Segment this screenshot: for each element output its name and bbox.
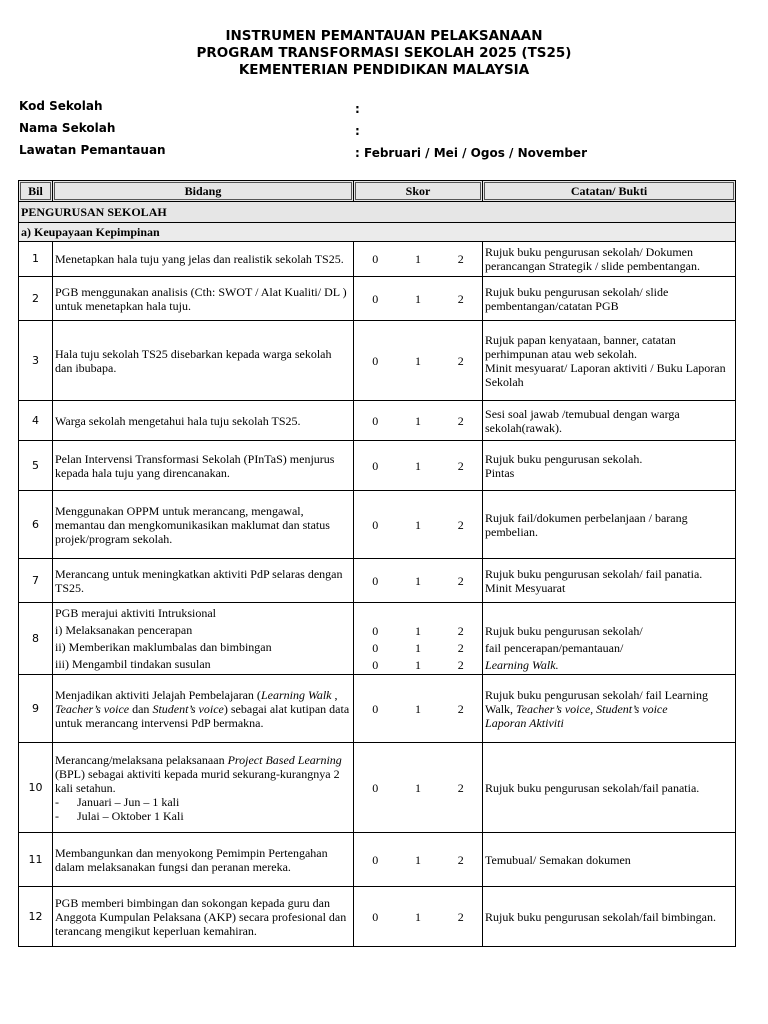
catatan-line: Rujuk buku pengurusan sekolah/ [485,624,643,638]
title-line-3: KEMENTERIAN PENDIDIKAN MALAYSIA [238,62,530,78]
score-2[interactable]: 2 [457,658,464,672]
catatan-line: Pintas [485,465,515,480]
catatan-line: Minit Mesyuarat [485,580,566,595]
score-0[interactable]: 0 [354,441,397,491]
subsection-title: a) Keupayaan Kepimpinan [19,223,736,242]
score-2[interactable]: 2 [440,887,483,947]
info-row-kod [19,99,739,121]
bidang-intro: PGB merajui aktiviti Intruksional [55,605,216,620]
score-1[interactable]: 1 [397,675,440,743]
bidang-item: iii) Mengambil tindakan susulan [55,656,211,671]
table-row [19,887,736,947]
score-1[interactable]: 1 [397,242,440,277]
score-2[interactable]: 2 [440,401,483,441]
row-number: 8 [19,603,53,675]
row-bidang: Merancang untuk meningkatkan aktiviti PdP selaras dengan TS25. [53,559,354,603]
score-2[interactable]: 2 [440,277,483,321]
row-catatan: Sesi soal jawab /temubual dengan warga sekolah(rawak). [483,401,736,441]
kod-sekolah-value: : [355,102,360,116]
score-0[interactable]: 0 [354,277,397,321]
row-bidang: Membangunkan dan menyokong Pemimpin Pertengahan dalam melaksanakan fungsi dan peranan mereka. [53,833,354,887]
row-number: 9 [19,675,53,743]
school-info [19,99,739,165]
row-number: 10 [19,743,53,833]
score-0[interactable]: 0 [354,833,397,887]
info-row-nama [19,121,739,143]
score-0[interactable]: 0 [372,624,379,638]
row-catatan [483,603,736,675]
section-row [19,202,736,223]
catatan-line: Rujuk buku pengurusan sekolah/ fail panatia. [485,566,703,581]
table-row [19,603,736,675]
score-2-group [440,603,483,675]
score-1-group [397,603,440,675]
row-catatan [483,321,736,401]
subsection-row [19,223,736,242]
row-bidang: Warga sekolah mengetahui hala tuju sekolah TS25. [53,401,354,441]
score-0[interactable]: 0 [372,658,379,672]
row-number: 2 [19,277,53,321]
score-1[interactable]: 1 [397,441,440,491]
catatan-line: Learning Walk. [485,658,559,672]
bidang-item: - Januari – Jun – 1 kali [55,794,180,809]
catatan-line: fail pencerapan/pemantauan/ [485,641,624,655]
monitoring-table [18,180,736,947]
score-2[interactable]: 2 [440,242,483,277]
table-row [19,491,736,559]
row-bidang: Merancang/melaksana pelaksanaan Project Based Learning (BPL) sebagai aktiviti kepada murid sekurang-kurangnya 2 kali setahun. - Januari – Jun – 1 kali - Julai – Oktober 1 Kali [53,743,354,833]
score-0[interactable]: 0 [354,559,397,603]
score-1[interactable]: 1 [415,658,421,672]
row-number: 7 [19,559,53,603]
score-2[interactable]: 2 [440,441,483,491]
score-1[interactable]: 1 [397,491,440,559]
kod-sekolah-label: Kod Sekolah [19,99,103,113]
row-number: 11 [19,833,53,887]
score-0[interactable]: 0 [354,321,397,401]
score-2[interactable]: 2 [440,743,483,833]
score-1[interactable]: 1 [415,641,421,655]
row-number: 12 [19,887,53,947]
row-bidang: Menggunakan OPPM untuk merancang, mengawal, memantau dan mengkomunikasikan maklumat dan status projek/program sekolah. [53,491,354,559]
score-0[interactable]: 0 [354,743,397,833]
row-bidang: PGB menggunakan analisis (Cth: SWOT / Alat Kualiti/ DL ) untuk menetapkan hala tuju. [53,277,354,321]
row-bidang: Menjadikan aktiviti Jelajah Pembelajaran (Learning Walk , Teacher’s voice dan Student’s voice) sebagai alat kutipan data untuk merancang intervensi PdP bermakna. [53,675,354,743]
score-1[interactable]: 1 [397,277,440,321]
score-2[interactable]: 2 [457,641,464,655]
score-0-group [354,603,397,675]
score-0[interactable]: 0 [354,401,397,441]
score-1[interactable]: 1 [397,743,440,833]
row-catatan [483,441,736,491]
row-catatan: Rujuk buku pengurusan sekolah/ Dokumen perancangan Strategik / slide pembentangan. [483,242,736,277]
row-number: 1 [19,242,53,277]
row-bidang: PGB memberi bimbingan dan sokongan kepada guru dan Anggota Kumpulan Pelaksana (AKP) secara profesional dan terancang mengikut keperluan kemahiran. [53,887,354,947]
row-catatan: Temubual/ Semakan dokumen [483,833,736,887]
table-row [19,401,736,441]
score-2[interactable]: 2 [440,491,483,559]
table-row [19,743,736,833]
score-0[interactable]: 0 [354,242,397,277]
title-line-2: PROGRAM TRANSFORMASI SEKOLAH 2025 (TS25) [196,45,572,61]
score-1[interactable]: 1 [397,887,440,947]
row-bidang: Menetapkan hala tuju yang jelas dan realistik sekolah TS25. [53,242,354,277]
score-1[interactable]: 1 [397,321,440,401]
catatan-line: Minit mesyuarat/ Laporan aktiviti / Buku Laporan Sekolah [485,360,726,389]
score-1[interactable]: 1 [397,559,440,603]
header-bidang: Bidang [53,181,354,202]
row-catatan: Rujuk fail/dokumen perbelanjaan / barang pembelian. [483,491,736,559]
score-0[interactable]: 0 [354,887,397,947]
score-0[interactable]: 0 [354,491,397,559]
score-2[interactable]: 2 [440,559,483,603]
table-header-row [19,181,736,202]
score-2[interactable]: 2 [440,321,483,401]
table-row [19,833,736,887]
row-number: 4 [19,401,53,441]
lawatan-label: Lawatan Pemantauan [19,143,166,157]
score-1[interactable]: 1 [397,401,440,441]
row-bidang: Pelan Intervensi Transformasi Sekolah (PInTaS) menjurus kepada hala tuju yang direncanakan. [53,441,354,491]
nama-sekolah-value: : [355,124,360,138]
row-catatan: Rujuk buku pengurusan sekolah/ fail Learning Walk, Teacher’s voice, Student’s voice Laporan Aktiviti [483,675,736,743]
score-2[interactable]: 2 [440,675,483,743]
header-catatan: Catatan/ Bukti [483,181,736,202]
bidang-item: ii) Memberikan maklumbalas dan bimbingan [55,639,272,654]
table-row [19,559,736,603]
score-1[interactable]: 1 [415,624,421,638]
lawatan-value: : Februari / Mei / Ogos / November [355,146,587,160]
row-number: 6 [19,491,53,559]
score-2[interactable]: 2 [440,833,483,887]
info-row-lawatan [19,143,739,165]
title-line-1: INSTRUMEN PEMANTAUAN PELAKSANAAN [225,28,543,44]
header-bil: Bil [19,181,53,202]
header-skor: Skor [354,181,483,202]
bidang-item: i) Melaksanakan pencerapan [55,622,193,637]
row-number: 3 [19,321,53,401]
bidang-item: - Julai – Oktober 1 Kali [55,808,184,823]
row-bidang [53,603,354,675]
row-catatan [483,559,736,603]
score-1[interactable]: 1 [397,833,440,887]
catatan-line: Rujuk buku pengurusan sekolah. [485,451,643,466]
row-catatan: Rujuk buku pengurusan sekolah/fail bimbingan. [483,887,736,947]
row-bidang: Hala tuju sekolah TS25 disebarkan kepada warga sekolah dan ibubapa. [53,321,354,401]
table-row [19,242,736,277]
row-number: 5 [19,441,53,491]
table-row [19,277,736,321]
score-2[interactable]: 2 [457,624,464,638]
score-0[interactable]: 0 [354,675,397,743]
catatan-line: Rujuk papan kenyataan, banner, catatan perhimpunan atau web sekolah. [485,332,676,361]
row-catatan: Rujuk buku pengurusan sekolah/fail panatia. [483,743,736,833]
section-title: PENGURUSAN SEKOLAH [19,202,736,223]
table-row [19,441,736,491]
table-row [19,675,736,743]
table-row [19,321,736,401]
document-title [0,28,768,79]
score-0[interactable]: 0 [372,641,379,655]
nama-sekolah-label: Nama Sekolah [19,121,116,135]
row-catatan: Rujuk buku pengurusan sekolah/ slide pembentangan/catatan PGB [483,277,736,321]
